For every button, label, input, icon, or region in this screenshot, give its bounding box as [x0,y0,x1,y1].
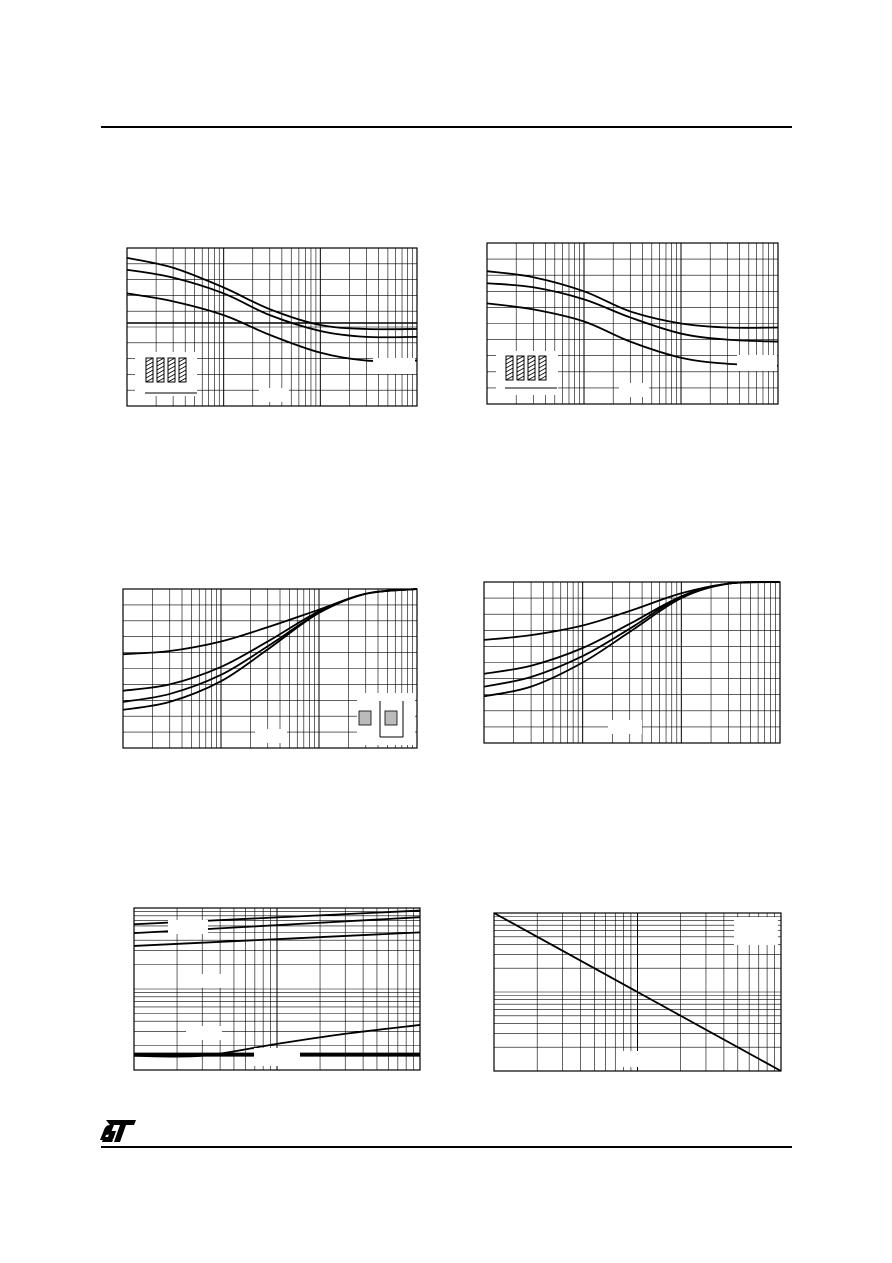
footer-rule [101,1146,792,1148]
label-box [186,1026,222,1040]
chart-2-svg [487,243,778,404]
axis-label-box [608,720,642,734]
chart-6-svg [494,913,781,1071]
chart-1-svg [127,248,417,406]
chart-4-svg [484,582,780,743]
series-line-3 [484,582,780,687]
inset-box [135,352,197,396]
label-box [184,974,228,988]
axis-label-box [620,1051,660,1067]
chart-3-svg [123,589,417,748]
series-line-1 [487,271,778,328]
chart-1-top-left [127,248,417,406]
axis-label-box [254,1048,300,1066]
series-line-1 [127,258,417,329]
series-line-4 [123,589,417,710]
chart-4-middle-right [484,582,780,743]
series-line-2 [123,589,417,691]
series-line-4 [484,582,780,696]
legend-box [373,358,415,374]
chart-3-middle-left [123,589,417,748]
chart-2-top-right [487,243,778,404]
legend-box [734,917,778,945]
st-logo-icon [100,1118,138,1144]
chart-6-bottom-right [494,913,781,1071]
chart-5-bottom-left [134,908,420,1070]
legend-box [737,355,777,371]
axis-label-box [619,383,649,397]
axis-label-box [255,729,287,743]
hatch-legend-swatch [359,711,371,725]
header-rule [101,126,792,128]
chart-5-svg [134,908,420,1070]
st-logo [100,1118,138,1144]
axis-label-box [259,388,289,402]
grid [484,582,780,743]
label-box [168,920,208,934]
hatch-legend-swatch [385,711,397,725]
